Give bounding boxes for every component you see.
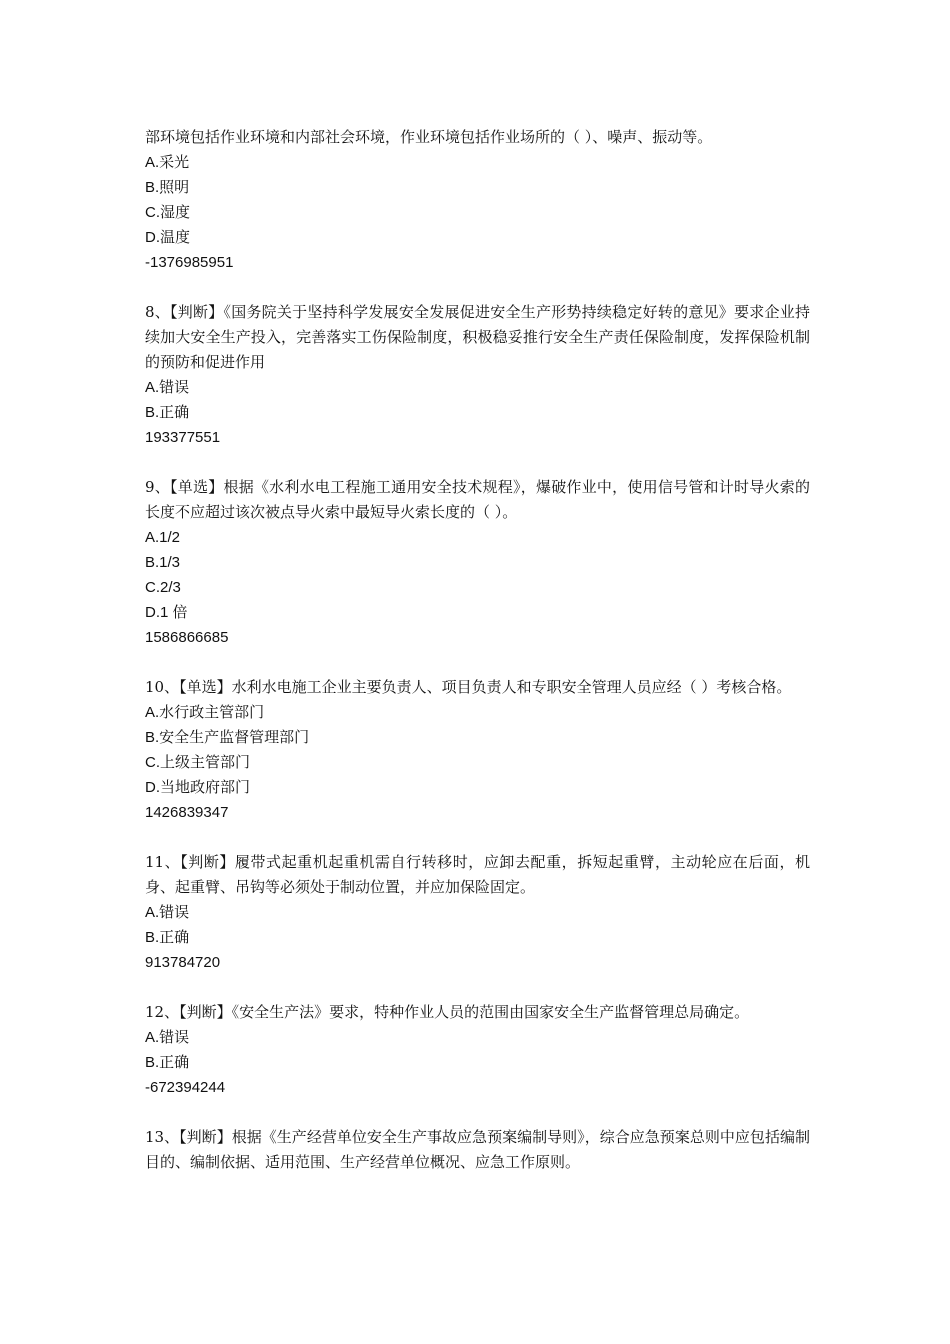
option-c: C.湿度 — [145, 204, 191, 221]
question-13 — [145, 1125, 810, 1175]
question-12 — [145, 1000, 810, 1100]
option-a: A.采光 — [145, 154, 190, 171]
option-d: D.温度 — [145, 229, 191, 246]
option-a: A.水行政主管部门 — [145, 704, 265, 721]
question-text: 9、【单选】根据《水利水电工程施工通用安全技术规程》，爆破作业中，使用信号管和计时导火索的长度不应超过该次被点导火索中最短导火索长度的（ ）。 — [145, 478, 810, 521]
option-b: B.安全生产监督管理部门 — [145, 729, 310, 746]
question-9 — [145, 475, 810, 650]
option-b: B.正确 — [145, 929, 190, 946]
option-d: D.1 倍 — [145, 604, 188, 621]
question-text: 部环境包括作业环境和内部社会环境，作业环境包括作业场所的（ ）、噪声、振动等。 — [145, 128, 713, 146]
question-text: 12、【判断】《安全生产法》要求，特种作业人员的范围由国家安全生产监督管理总局确定。 — [145, 1003, 750, 1021]
question-text: 13、【判断】根据《生产经营单位安全生产事故应急预案编制导则》，综合应急预案总则中应包括编制目的、编制依据、适用范围、生产经营单位概况、应急工作原则。 — [145, 1128, 810, 1171]
option-a: A.错误 — [145, 904, 190, 921]
question-code: 1426839347 — [145, 804, 229, 821]
question-code: -1376985951 — [145, 254, 234, 271]
option-b: B.照明 — [145, 179, 190, 196]
question-text: 8、【判断】《国务院关于坚持科学发展安全发展促进安全生产形势持续稳定好转的意见》要求企业持续加大安全生产投入，完善落实工伤保险制度，积极稳妥推行安全生产责任保险制度，发挥保险机制的预防和促进作用 — [145, 303, 810, 371]
question-code: 1586866685 — [145, 629, 229, 646]
question-continuation — [145, 125, 810, 275]
question-code: -672394244 — [145, 1079, 226, 1096]
option-b: B.正确 — [145, 1054, 190, 1071]
option-d: D.当地政府部门 — [145, 779, 251, 796]
option-c: C.上级主管部门 — [145, 754, 251, 771]
option-c: C.2/3 — [145, 579, 181, 596]
option-b: B.1/3 — [145, 554, 181, 571]
question-text: 11、【判断】履带式起重机起重机需自行转移时，应卸去配重，拆短起重臂，主动轮应在后面，机身、起重臂、吊钩等必须处于制动位置，并应加保险固定。 — [145, 853, 810, 896]
option-a: A.错误 — [145, 1029, 190, 1046]
question-code: 193377551 — [145, 429, 221, 446]
question-8 — [145, 300, 810, 450]
question-code: 913784720 — [145, 954, 221, 971]
question-11 — [145, 850, 810, 975]
document-page — [145, 125, 810, 1200]
option-a: A.错误 — [145, 379, 190, 396]
question-text: 10、【单选】水利水电施工企业主要负责人、项目负责人和专职安全管理人员应经（ ）考核合格。 — [145, 678, 792, 696]
option-b: B.正确 — [145, 404, 190, 421]
question-10 — [145, 675, 810, 825]
option-a: A.1/2 — [145, 529, 181, 546]
